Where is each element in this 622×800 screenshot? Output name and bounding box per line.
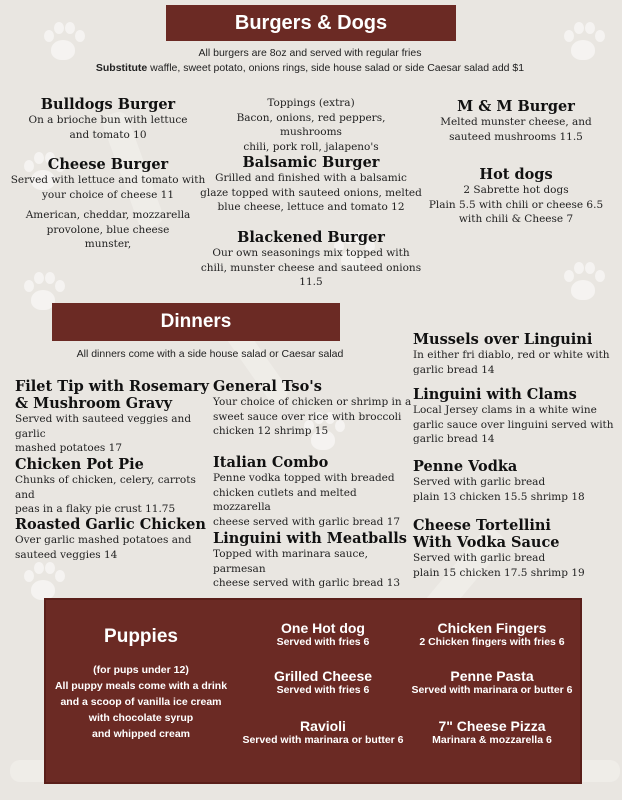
roasted-garlic-chicken-desc-2: sauteed veggies 14 [15, 548, 118, 561]
bulldogs-burger-name: Bulldogs Burger [40, 96, 176, 113]
blackened-burger-name: Blackened Burger [237, 229, 385, 246]
substitute-label: Substitute [95, 62, 148, 74]
hot-dogs-desc-2: Plain 5.5 with chili or cheese 6.5 [428, 198, 604, 211]
puppy-item-desc: 2 Chicken fingers with fries 6 [419, 636, 565, 648]
toppings-line-1: Bacon, onions, red peppers, mushrooms [236, 111, 386, 138]
burgers-section-title: Burgers & Dogs [234, 11, 388, 34]
mussels-desc-2: garlic bread 14 [413, 363, 495, 376]
general-tsos-item [213, 378, 413, 439]
hot-dogs-name: Hot dogs [479, 166, 553, 183]
penne-vodka-item [413, 458, 618, 504]
cheese-tortellini-name-1: Cheese Tortellini [413, 517, 551, 534]
linguini-meatballs-name: Linguini with Meatballs [213, 530, 407, 547]
puppies-title: Puppies [104, 626, 178, 647]
cheese-tortellini-item [413, 517, 618, 580]
linguini-meatballs-item [213, 530, 413, 591]
cheese-tortellini-name-2: With Vodka Sauce [413, 534, 560, 551]
cheese-burger-options-2: provolone, blue cheese [46, 223, 170, 236]
chicken-pot-pie-desc-1: Chunks of chicken, celery, carrots and [15, 474, 196, 501]
roasted-garlic-chicken-item [15, 516, 215, 562]
puppy-item-penne-pasta [406, 668, 578, 696]
burgers-section-banner [166, 5, 456, 41]
italian-combo-desc-2: chicken cutlets and melted mozzarella [213, 486, 357, 513]
penne-vodka-desc-1: Served with garlic bread [413, 476, 546, 488]
general-tsos-desc-1: Your choice of chicken or shrimp in a [213, 396, 412, 408]
puppies-section [44, 598, 582, 784]
cheese-burger-desc-1: Served with lettuce and tomato with [10, 174, 206, 186]
blackened-burger-desc-3: 11.5 [299, 276, 323, 288]
puppy-item-name: Penne Pasta [450, 668, 534, 684]
chicken-pot-pie-desc-2: peas in a flaky pie crust 11.75 [15, 503, 176, 515]
linguini-clams-item [413, 386, 618, 447]
puppy-item-name: Chicken Fingers [437, 620, 547, 636]
paw-print-icon [560, 20, 606, 66]
mm-burger-item [416, 98, 616, 144]
balsamic-burger-name: Balsamic Burger [242, 154, 380, 171]
puppy-item-desc: Served with marinara or butter 6 [411, 684, 573, 696]
toppings-name: Toppings (extra) [267, 97, 355, 109]
hot-dogs-desc-3: with chili & Cheese 7 [458, 213, 574, 225]
mm-burger-name: M & M Burger [457, 98, 575, 115]
general-tsos-name: General Tso's [213, 378, 322, 395]
cheese-tortellini-desc-2: plain 15 chicken 17.5 shrimp 19 [413, 566, 585, 579]
mm-burger-desc-2: sauteed mushrooms 11.5 [449, 130, 583, 143]
cheese-burger-options-1: American, cheddar, mozzarella [25, 209, 191, 221]
cheese-burger-desc-2: your choice of cheese 11 [41, 188, 175, 201]
cheese-burger-options-3: munster, [84, 238, 132, 250]
dinners-section-title: Dinners [160, 311, 232, 332]
dinners-intro: All dinners come with a side house salad or Caesar salad [76, 348, 344, 360]
blackened-burger-desc-2: chili, munster cheese and sauteed onions [200, 261, 422, 274]
mussels-desc-1: In either fri diablo, red or white with [413, 349, 610, 361]
puppy-item-chicken-fingers [406, 620, 578, 648]
mm-burger-desc-1: Melted munster cheese, and [440, 116, 592, 128]
hot-dogs-desc-1: 2 Sabrette hot dogs [463, 184, 569, 196]
blackened-burger-desc-1: Our own seasonings mix topped with [212, 247, 410, 259]
puppy-item-hot-dog [238, 620, 408, 648]
blackened-burger-item [200, 229, 422, 290]
puppy-item-desc: Marinara & mozzarella 6 [432, 734, 552, 746]
toppings-item [206, 96, 416, 154]
puppy-item-name: 7" Cheese Pizza [438, 718, 546, 734]
puppy-item-desc: Served with fries 6 [276, 636, 370, 648]
bulldogs-burger-item [10, 96, 206, 142]
balsamic-burger-desc-3: blue cheese, lettuce and tomato 12 [217, 201, 405, 213]
roasted-garlic-chicken-name: Roasted Garlic Chicken [15, 516, 206, 533]
italian-combo-item [213, 454, 413, 529]
substitute-text: waffle, sweet potato, onions rings, side house salad or side Caesar salad add $1 [150, 62, 525, 74]
puppies-note-5: and whipped cream [91, 728, 191, 740]
penne-vodka-desc-2: plain 13 chicken 15.5 shrimp 18 [413, 490, 585, 503]
general-tsos-desc-2: sweet sauce over rice with broccoli [213, 410, 402, 423]
puppies-note-4: with chocolate syrup [88, 712, 194, 724]
cheese-burger-name: Cheese Burger [47, 156, 169, 173]
italian-combo-name: Italian Combo [213, 454, 329, 471]
mussels-name: Mussels over Linguini [413, 331, 593, 348]
filet-tip-name-2: & Mushroom Gravy [15, 395, 173, 412]
dinners-section-banner [52, 303, 340, 341]
chicken-pot-pie-item [15, 456, 215, 517]
general-tsos-desc-3: chicken 12 shrimp 15 [213, 425, 329, 437]
burgers-intro: All burgers are 8oz and served with regular fries [198, 47, 422, 59]
puppy-item-name: One Hot dog [281, 620, 365, 636]
puppy-item-name: Grilled Cheese [273, 668, 373, 684]
filet-tip-desc-1: Served with sauteed veggies and garlic [15, 413, 192, 440]
bulldogs-burger-desc-1: On a brioche bun with lettuce [28, 114, 188, 126]
hot-dogs-item [416, 166, 616, 227]
italian-combo-desc-1: Penne vodka topped with breaded [213, 472, 395, 484]
chicken-pot-pie-name: Chicken Pot Pie [15, 456, 144, 473]
balsamic-burger-desc-1: Grilled and finished with a balsamic [215, 172, 407, 184]
puppy-item-grilled-cheese [238, 668, 408, 696]
burgers-substitute-line [30, 61, 590, 76]
filet-tip-desc-2: mashed potatoes 17 [15, 442, 123, 454]
linguini-clams-desc-3: garlic bread 14 [413, 433, 495, 445]
paw-print-icon [560, 260, 606, 306]
filet-tip-item [15, 378, 215, 456]
puppy-item-name: Ravioli [300, 718, 346, 734]
puppy-item-cheese-pizza [406, 718, 578, 746]
puppy-item-ravioli [238, 718, 408, 746]
penne-vodka-name: Penne Vodka [413, 458, 518, 475]
puppies-note-2: All puppy meals come with a drink [54, 680, 228, 692]
cheese-burger-item [8, 156, 208, 252]
linguini-meatballs-desc-2: cheese served with garlic bread 13 [213, 577, 401, 589]
puppies-note-3: and a scoop of vanilla ice cream [60, 696, 222, 708]
roasted-garlic-chicken-desc-1: Over garlic mashed potatoes and [15, 534, 192, 546]
linguini-clams-name: Linguini with Clams [413, 386, 577, 403]
puppy-item-desc: Served with marinara or butter 6 [242, 734, 404, 746]
cheese-tortellini-desc-1: Served with garlic bread [413, 552, 546, 564]
puppies-note [48, 662, 234, 742]
balsamic-burger-desc-2: glaze topped with sauteed onions, melted [200, 186, 422, 199]
mussels-item [413, 331, 618, 377]
puppy-item-desc: Served with fries 6 [276, 684, 370, 696]
italian-combo-desc-3: cheese served with garlic bread 17 [213, 515, 401, 528]
puppies-note-1: (for pups under 12) [93, 664, 189, 676]
balsamic-burger-item [200, 154, 422, 215]
toppings-line-2: chili, pork roll, jalapeno's [243, 140, 379, 153]
linguini-clams-desc-2: garlic sauce over linguini served with [413, 418, 614, 431]
linguini-meatballs-desc-1: Topped with marinara sauce, parmesan [213, 548, 368, 575]
filet-tip-name-1: Filet Tip with Rosemary [15, 378, 209, 395]
bulldogs-burger-desc-2: and tomato 10 [69, 128, 147, 141]
linguini-clams-desc-1: Local Jersey clams in a white wine [413, 404, 597, 416]
